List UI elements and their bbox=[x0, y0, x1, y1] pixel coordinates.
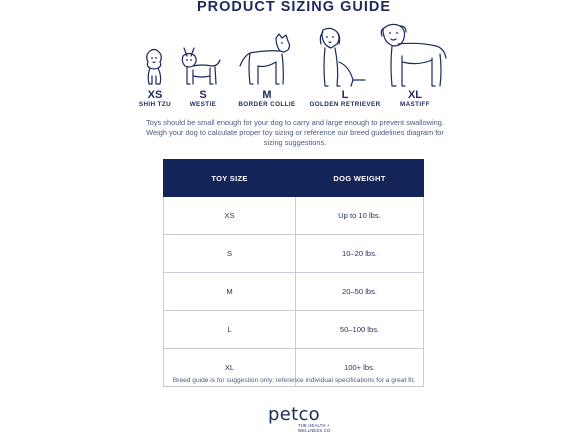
dog-label-m bbox=[236, 90, 298, 109]
size-letter: S bbox=[199, 89, 207, 101]
breed-name: SHIH TZU bbox=[138, 101, 172, 108]
breed-name: BORDER COLLIE bbox=[238, 101, 296, 108]
sizing-intro-text: Toys should be small enough for your dog to carry and large enough to prevent swallowing. Weigh your dog to calculate proper toy sizing or reference our breed guidelines diagram for sizing suggestions. bbox=[146, 118, 444, 147]
dog-xs bbox=[134, 46, 174, 88]
table-row bbox=[164, 273, 424, 311]
toy-size-cell: XL bbox=[164, 349, 296, 387]
dog-label-s bbox=[178, 90, 228, 109]
size-letter: XS bbox=[147, 89, 163, 101]
breed-name: WESTIE bbox=[189, 101, 217, 108]
page-title: PRODUCT SIZING GUIDE bbox=[196, 0, 391, 15]
logo-tagline-line-2: WELLNESS CO. bbox=[298, 427, 332, 433]
logo-tagline-line-1: THE HEALTH + bbox=[298, 423, 330, 428]
dog-weight-cell: 100+ lbs. bbox=[296, 349, 424, 387]
golden-retriever-icon bbox=[309, 26, 371, 90]
breed-illustrations bbox=[0, 0, 588, 115]
table-row bbox=[164, 197, 424, 235]
size-letter: M bbox=[262, 89, 272, 101]
sizing-table bbox=[163, 159, 424, 387]
dog-label-xl bbox=[392, 90, 438, 109]
breed-name: GOLDEN RETRIEVER bbox=[309, 101, 381, 108]
border-collie-icon bbox=[236, 32, 298, 88]
dog-label-xs bbox=[130, 90, 180, 109]
dog-weight-cell: 50–100 lbs. bbox=[296, 311, 424, 349]
table-row bbox=[164, 311, 424, 349]
logo-wordmark: petco bbox=[268, 404, 320, 425]
dog-weight-cell: Up to 10 lbs. bbox=[296, 197, 424, 235]
dog-s bbox=[176, 44, 226, 88]
toy-size-cell: XS bbox=[164, 197, 296, 235]
toy-size-cell: S bbox=[164, 235, 296, 273]
table-header-row bbox=[164, 160, 424, 197]
westie-icon bbox=[178, 44, 224, 88]
shih-tzu-icon bbox=[141, 46, 167, 88]
size-letter: L bbox=[341, 89, 349, 101]
dog-weight-cell: 10–20 lbs. bbox=[296, 235, 424, 273]
toy-size-cell: L bbox=[164, 311, 296, 349]
column-header-toy-size: TOY SIZE bbox=[164, 160, 296, 197]
dog-xl bbox=[376, 22, 452, 90]
dog-weight-cell: 20–50 lbs. bbox=[296, 273, 424, 311]
dog-m bbox=[236, 32, 298, 88]
column-header-dog-weight: DOG WEIGHT bbox=[296, 160, 424, 197]
logo-tagline bbox=[298, 424, 332, 434]
mastiff-icon bbox=[378, 22, 450, 90]
toy-size-cell: M bbox=[164, 273, 296, 311]
dog-label-l bbox=[308, 90, 382, 109]
size-letter: XL bbox=[407, 89, 423, 101]
table-row bbox=[164, 235, 424, 273]
disclaimer-footnote: Breed guide is for suggestion only; reference individual specifications for a great fit. bbox=[172, 377, 416, 384]
dog-l bbox=[307, 26, 373, 90]
breed-name: MASTIFF bbox=[399, 101, 431, 108]
petco-logo bbox=[263, 404, 332, 433]
